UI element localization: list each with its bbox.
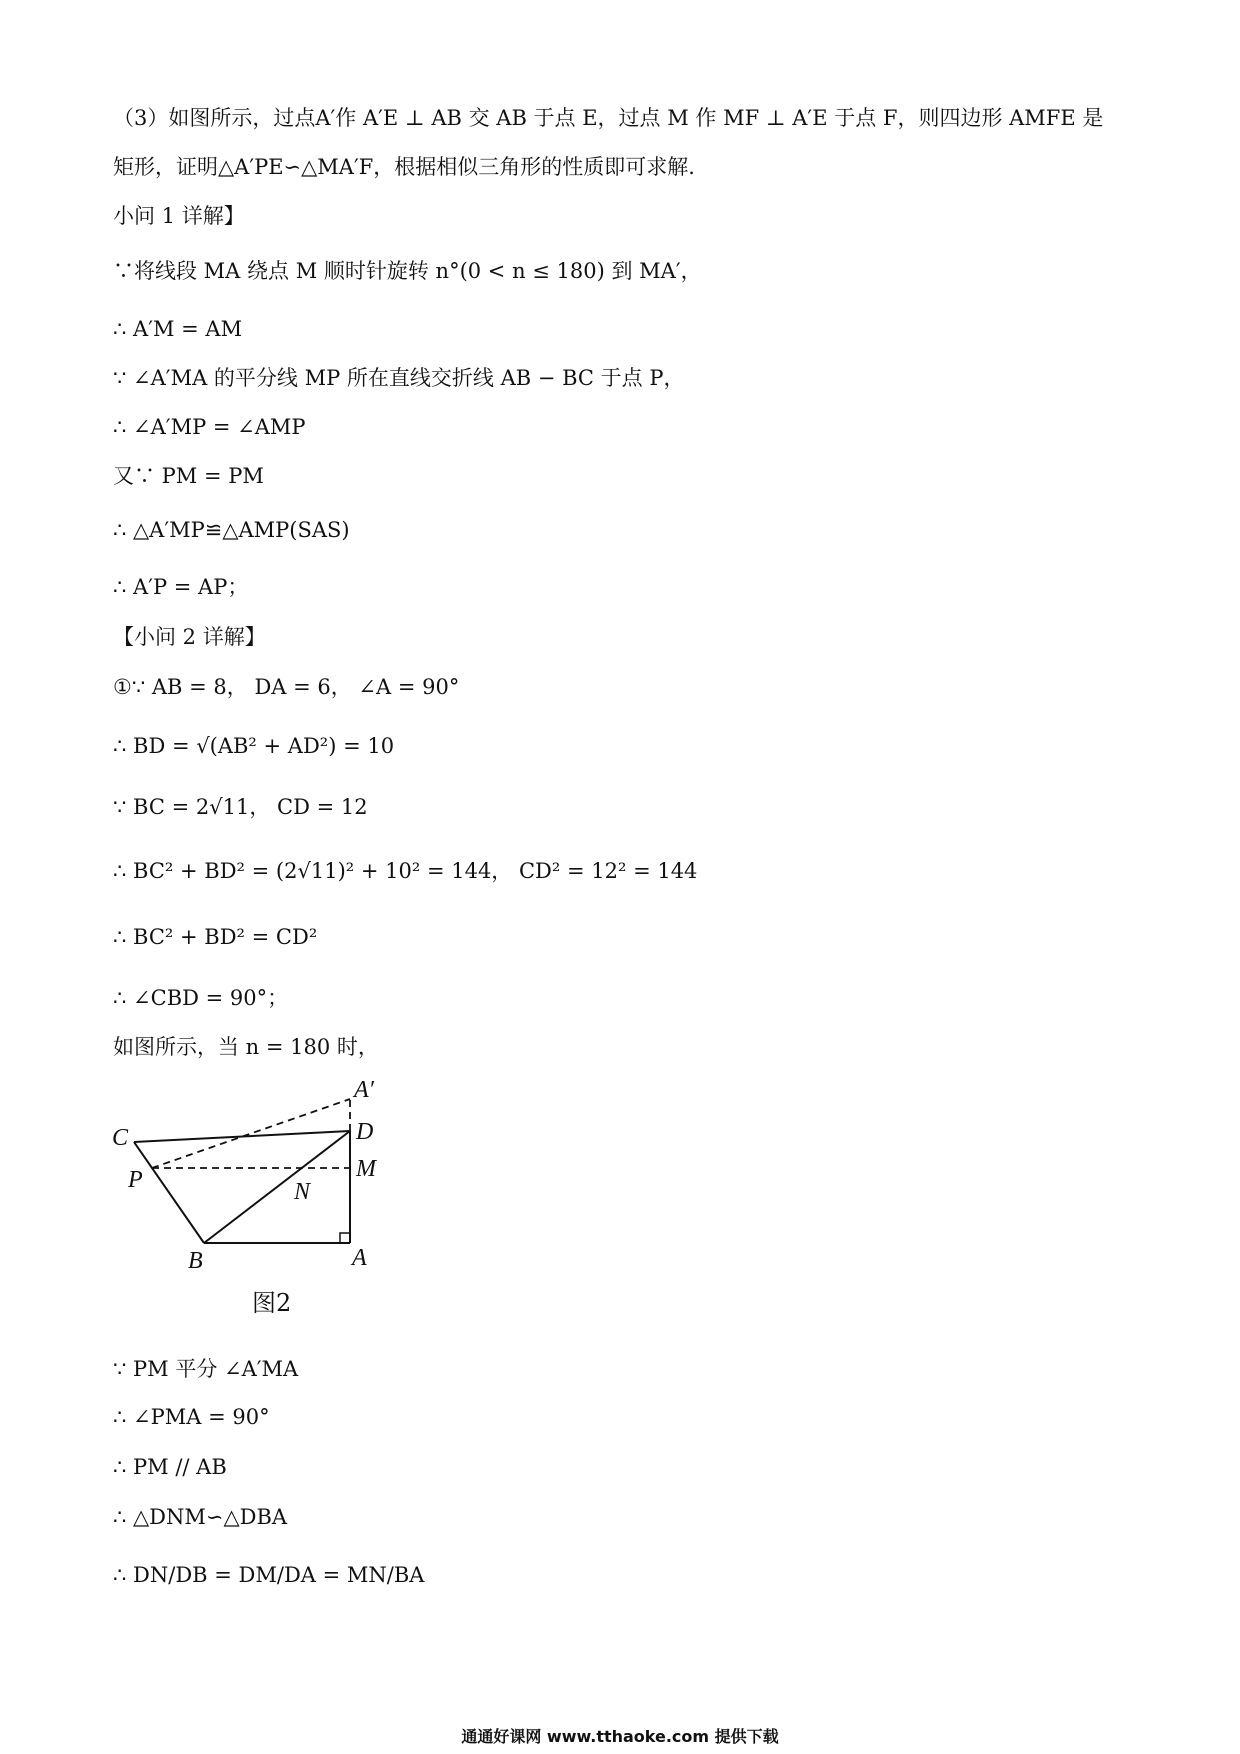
text-line-14: ∵ BC = 2√11， CD = 12 (113, 795, 368, 819)
text-line-21: ∴ PM // AB (113, 1455, 227, 1479)
label-D: D (356, 1119, 374, 1145)
right-angle-mark (340, 1233, 350, 1243)
section-heading-2: 【小问 2 详解】 (113, 625, 266, 649)
text-line-6: ∵ ∠A′MA 的平分线 MP 所在直线交折线 AB − BC 于点 P， (113, 366, 685, 390)
text-line-16: ∴ BC² + BD² = CD² (113, 925, 318, 949)
text-line-4: ∵将线段 MA 绕点 M 顺时针旋转 n°(0 < n ≤ 180) 到 MA′， (113, 259, 702, 283)
segment-BD (204, 1131, 350, 1243)
section-heading-1: 小问 1 详解】 (113, 204, 245, 228)
page-footer: 通通好课网 www.tthaoke.com 提供下载 (461, 1727, 779, 1746)
text-line-18: 如图所示，当 n = 180 时， (113, 1035, 379, 1059)
text-line-22: ∴ △DNM∽△DBA (113, 1505, 288, 1529)
label-A-prime: A′ (354, 1077, 374, 1103)
label-P: P (128, 1167, 143, 1193)
text-line-17: ∴ ∠CBD = 90°； (113, 986, 289, 1010)
text-line-7: ∴ ∠A′MP = ∠AMP (113, 415, 306, 439)
text-line-2: 矩形，证明△A′PE∽△MA′F，根据相似三角形的性质即可求解. (113, 155, 695, 179)
text-line-9: ∴ △A′MP≌△AMP(SAS) (113, 518, 350, 542)
segment-CD (134, 1131, 350, 1142)
geometry-figure (100, 1075, 420, 1295)
text-line-13: ∴ BD = √(AB² + AD²) = 10 (113, 734, 395, 758)
text-line-10: ∴ A′P = AP； (113, 575, 249, 599)
segment-CB (134, 1142, 204, 1243)
text-line-19: ∵ PM 平分 ∠A′MA (113, 1357, 299, 1381)
text-line-1: （3）如图所示，过点A′作 A′E ⊥ AB 交 AB 于点 E，过点 M 作 MF ⊥ A′E 于点 F，则四边形 AMFE 是 (113, 106, 1104, 130)
label-C: C (112, 1125, 129, 1151)
text-line-15: ∴ BC² + BD² = (2√11)² + 10² = 144， CD² = 12² = 144 (113, 859, 698, 883)
label-B: B (188, 1248, 203, 1274)
text-line-8: 又∵ PM = PM (113, 464, 264, 488)
label-N: N (294, 1179, 311, 1205)
text-line-12: ①∵ AB = 8， DA = 6， ∠A = 90° (113, 675, 460, 699)
label-M: M (356, 1156, 376, 1182)
label-A: A (352, 1245, 367, 1271)
figure-caption: 图2 (252, 1289, 292, 1317)
text-line-23: ∴ DN/DB = DM/DA = MN/BA (113, 1563, 425, 1587)
text-line-20: ∴ ∠PMA = 90° (113, 1405, 270, 1429)
text-line-5: ∴ A′M = AM (113, 317, 243, 341)
figure-svg (100, 1075, 420, 1295)
